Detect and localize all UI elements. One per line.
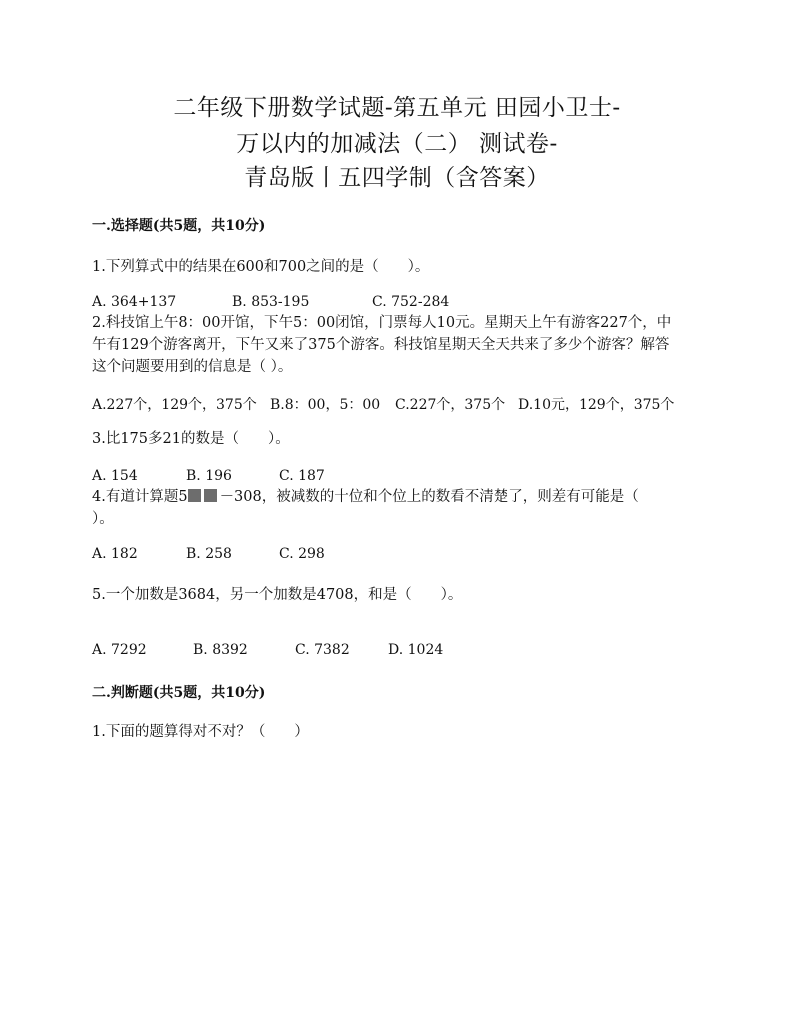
obscured-digit-block-icon bbox=[204, 489, 217, 502]
question-2 bbox=[92, 312, 702, 378]
option-a: A. 154 bbox=[92, 468, 138, 484]
doc-title-line2: 万以内的加减法（二） 测试卷- bbox=[236, 131, 558, 157]
option-a: A.227个，129个，375个 bbox=[92, 397, 257, 413]
option-d: D. 1024 bbox=[388, 642, 444, 658]
question-4-prefix: 4.有道计算题5 bbox=[92, 489, 188, 505]
option-a: A. 364+137 bbox=[92, 294, 177, 310]
option-a: A. 182 bbox=[92, 546, 138, 562]
question-4-line2: ）。 bbox=[92, 511, 114, 527]
question-2-line1: 2.科技馆上午8：00开馆，下午5：00闭馆，门票每人10元。星期天上午有游客227个，中 bbox=[92, 315, 672, 331]
doc-title-line1: 二年级下册数学试题-第五单元 田园小卫士- bbox=[173, 95, 621, 121]
option-c: C. 752-284 bbox=[372, 294, 450, 310]
judge-question-1: 1.下面的题算得对不对？（ ） bbox=[92, 724, 309, 740]
question-3: 3.比175多21的数是（ ）。 bbox=[92, 431, 290, 447]
question-2-line3: 这个问题要用到的信息是（ ）。 bbox=[92, 359, 293, 375]
question-4 bbox=[92, 486, 712, 530]
option-b: B. 8392 bbox=[193, 642, 248, 658]
question-5: 5.一个加数是3684，另一个加数是4708，和是（ ）。 bbox=[92, 587, 463, 603]
option-d: D.10元，129个，375个 bbox=[518, 397, 675, 413]
option-c: C. 187 bbox=[279, 468, 325, 484]
option-b: B. 196 bbox=[186, 468, 232, 484]
question-2-line2: 午有129个游客离开，下午又来了375个游客。科技馆星期天全天共来了多少个游客？解答 bbox=[92, 337, 670, 353]
section-heading-choice: 一.选择题(共5题，共10分) bbox=[92, 218, 266, 234]
obscured-digit-block-icon bbox=[188, 489, 201, 502]
option-a: A. 7292 bbox=[92, 642, 147, 658]
question-4-line1 bbox=[92, 486, 712, 508]
doc-title-line3: 青岛版丨五四学制（含答案） bbox=[244, 165, 550, 191]
option-b: B. 853-195 bbox=[232, 294, 310, 310]
question-4-suffix: －308，被减数的十位和个位上的数看不清楚了，则差有可能是（ bbox=[219, 489, 639, 505]
option-c: C. 7382 bbox=[295, 642, 350, 658]
option-b: B. 258 bbox=[186, 546, 232, 562]
question-1: 1.下列算式中的结果在600和700之间的是（ ）。 bbox=[92, 259, 430, 275]
option-c: C.227个，375个 bbox=[395, 397, 506, 413]
option-c: C. 298 bbox=[279, 546, 325, 562]
option-b: B.8：00，5：00 bbox=[270, 397, 381, 413]
section-heading-judge: 二.判断题(共5题，共10分) bbox=[92, 685, 266, 701]
